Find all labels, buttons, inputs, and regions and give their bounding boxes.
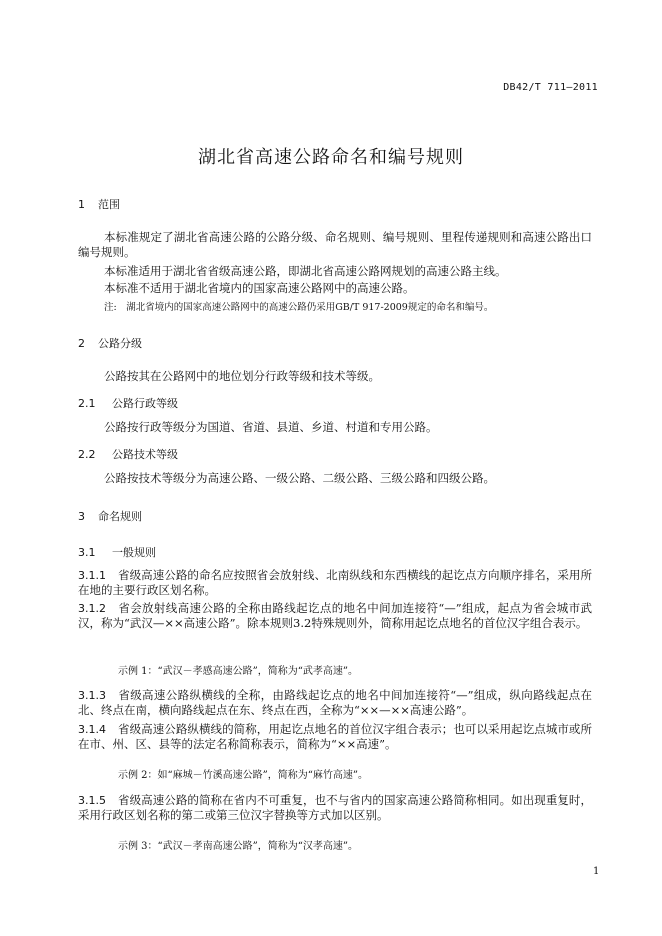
clause-3-1-5 (78, 793, 592, 823)
section-number: 3 (78, 510, 85, 523)
clause-3-1-3 (78, 688, 592, 718)
example-1: 示例 1：“武汉－孝感高速公路”，简称为“武孝高速”。 (118, 666, 358, 677)
clause-text: 省级高速公路纵横线的全称，由路线起讫点的地名中间加连接符“—”组成，纵向路线起点在北、终点在南，横向路线起点在东、终点在西，全称为“××—××高速公路”。 (78, 688, 592, 717)
clause-number: 3.1.2 (78, 602, 106, 615)
example-3: 示例 3：“武汉－孝南高速公路”，简称为“汉孝高速”。 (118, 841, 358, 852)
section-number: 2 (78, 337, 85, 350)
clause-text: 省级高速公路的命名应按照省会放射线、北南纵线和东西横线的起讫点方向顺序排名，采用所在地的主要行政区划名称。 (78, 568, 592, 597)
clause-number: 3.1.1 (78, 569, 106, 582)
subsection-title: 公路行政等级 (112, 397, 178, 410)
clause-3-1-1 (78, 568, 592, 598)
section-title: 范围 (98, 198, 120, 211)
clause-number: 3.1.5 (78, 794, 106, 807)
section-title: 公路分级 (98, 337, 142, 350)
subsection-number: 3.1 (78, 546, 96, 559)
clause-3-1-4 (78, 722, 592, 752)
paragraph: 公路按行政等级分为国道、省道、县道、乡道、村道和专用公路。 (104, 420, 438, 434)
subsection-2-2-heading (78, 446, 178, 462)
clause-text: 省会放射线高速公路的全称由路线起讫点的地名中间加连接符“—”组成，起点为省会城市武汉，称为“武汉—××高速公路”。除本规则3.2特殊规则外，简称用起讫点地名的首位汉字组合表示。 (78, 601, 592, 630)
subsection-title: 一般规则 (112, 546, 156, 559)
standard-code: DB42/T 711—2011 (503, 82, 598, 93)
paragraph: 本标准不适用于湖北省境内的国家高速公路网中的高速公路。 (104, 281, 415, 295)
subsection-2-1-heading (78, 395, 178, 411)
paragraph: 公路按技术等级分为高速公路、一级公路、二级公路、三级公路和四级公路。 (104, 471, 495, 485)
example-2: 示例 2：如“麻城－竹溪高速公路”，简称为“麻竹高速”。 (118, 770, 368, 781)
section-2-heading (78, 335, 142, 351)
subsection-title: 公路技术等级 (112, 448, 178, 461)
clause-number: 3.1.3 (78, 689, 106, 702)
section-number: 1 (78, 198, 85, 211)
paragraph: 公路按其在公路网中的地位划分行政等级和技术等级。 (104, 369, 380, 383)
paragraph: 本标准适用于湖北省省级高速公路，即湖北省高速公路网规划的高速公路主线。 (104, 264, 507, 278)
page-number: 1 (593, 866, 600, 877)
subsection-number: 2.2 (78, 448, 96, 461)
clause-3-1-2 (78, 601, 592, 631)
clause-text: 省级高速公路的简称在省内不可重复，也不与省内的国家高速公路简称相同。如出现重复时，采用行政区划名称的第二或第三位汉字替换等方式加以区别。 (78, 793, 592, 822)
section-title: 命名规则 (98, 510, 142, 523)
clause-text: 省级高速公路纵横线的简称，用起讫点地名的首位汉字组合表示；也可以采用起讫点城市或所在市、州、区、县等的法定名称简称表示，简称为“××高速”。 (78, 722, 592, 751)
subsection-number: 2.1 (78, 397, 96, 410)
paragraph: 本标准规定了湖北省高速公路的公路分级、命名规则、编号规则、里程传递规则和高速公路出口编号规则。 (78, 230, 592, 259)
section-3-heading (78, 508, 142, 524)
clause-number: 3.1.4 (78, 723, 106, 736)
section-1-heading (78, 196, 120, 212)
note: 注: 湖北省境内的国家高速公路网中的高速公路仍采用GB/T 917-2009规定的命名和编号。 (104, 302, 494, 313)
subsection-3-1-heading (78, 544, 156, 560)
document-title: 湖北省高速公路命名和编号规则 (198, 147, 464, 168)
